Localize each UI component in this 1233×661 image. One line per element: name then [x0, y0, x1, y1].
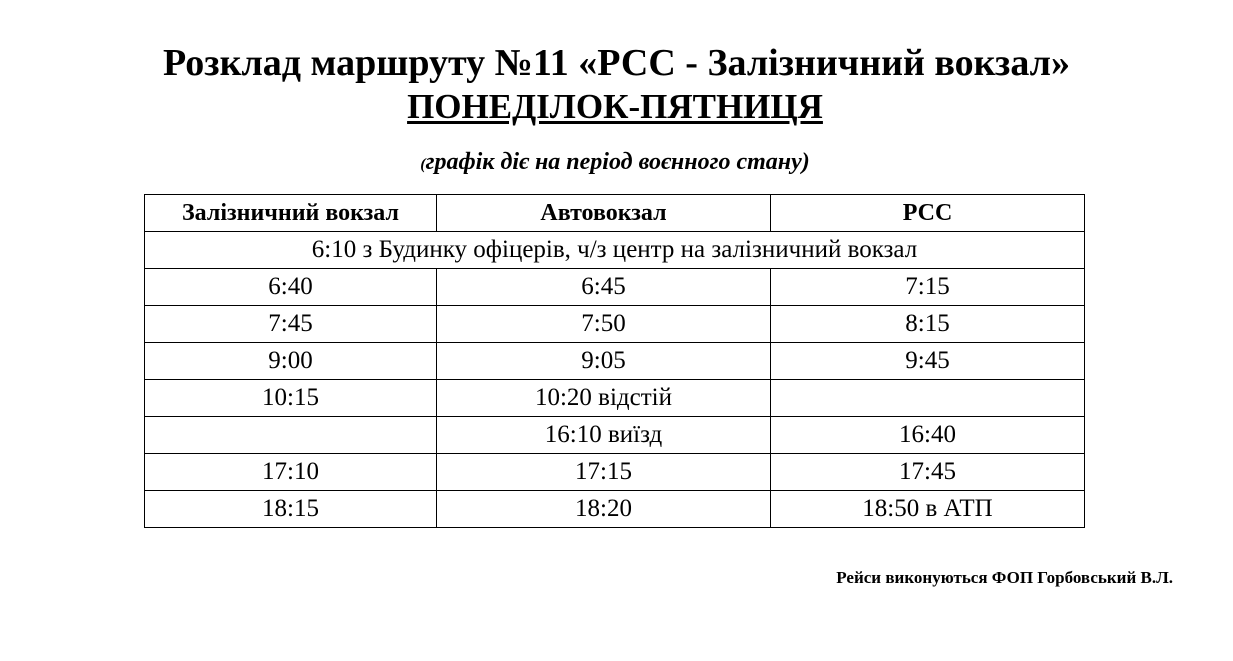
schedule-table [144, 194, 1085, 528]
table-cell: 10:15 [145, 380, 437, 417]
table-cell: 18:20 [437, 491, 771, 528]
table-cell: 16:10 виїзд [437, 417, 771, 454]
table-cell: 8:15 [771, 306, 1085, 343]
table-cell: 10:20 відстій [437, 380, 771, 417]
table-row [145, 269, 1085, 306]
table-cell: 17:15 [437, 454, 771, 491]
table-row [145, 417, 1085, 454]
table-cell: 17:10 [145, 454, 437, 491]
note-text: графік діє на період воєнного стану) [425, 149, 810, 175]
table-cell: 7:45 [145, 306, 437, 343]
note-open-paren: ( [420, 156, 426, 173]
table-cell: 18:15 [145, 491, 437, 528]
column-header-bus-station: Автовокзал [437, 195, 771, 232]
table-cell: 6:40 [145, 269, 437, 306]
table-row [145, 454, 1085, 491]
schedule-title: Розклад маршруту №11 «РСС - Залізничний вокзал» [163, 42, 1070, 84]
column-header-railway-station: Залізничний вокзал [145, 195, 437, 232]
table-cell: 6:45 [437, 269, 771, 306]
table-row [145, 343, 1085, 380]
table-cell: 7:50 [437, 306, 771, 343]
special-departure-cell: 6:10 з Будинку офіцерів, ч/з центр на залізничний вокзал [145, 232, 1085, 269]
table-cell: 9:45 [771, 343, 1085, 380]
table-cell [771, 380, 1085, 417]
table-cell [145, 417, 437, 454]
table-cell: 17:45 [771, 454, 1085, 491]
special-departure-row [145, 232, 1085, 269]
table-cell: 16:40 [771, 417, 1085, 454]
operator-footer: Рейси виконуються ФОП Горбовський В.Л. [836, 568, 1173, 587]
table-header-row [145, 195, 1085, 232]
table-row [145, 306, 1085, 343]
column-header-rss: РСС [771, 195, 1085, 232]
table-row [145, 491, 1085, 528]
schedule-days: ПОНЕДІЛОК-ПЯТНИЦЯ [407, 87, 823, 126]
table-cell: 18:50 в АТП [771, 491, 1085, 528]
table-row [145, 380, 1085, 417]
schedule-validity-note [0, 146, 1230, 181]
table-cell: 9:05 [437, 343, 771, 380]
table-cell: 9:00 [145, 343, 437, 380]
table-cell: 7:15 [771, 269, 1085, 306]
